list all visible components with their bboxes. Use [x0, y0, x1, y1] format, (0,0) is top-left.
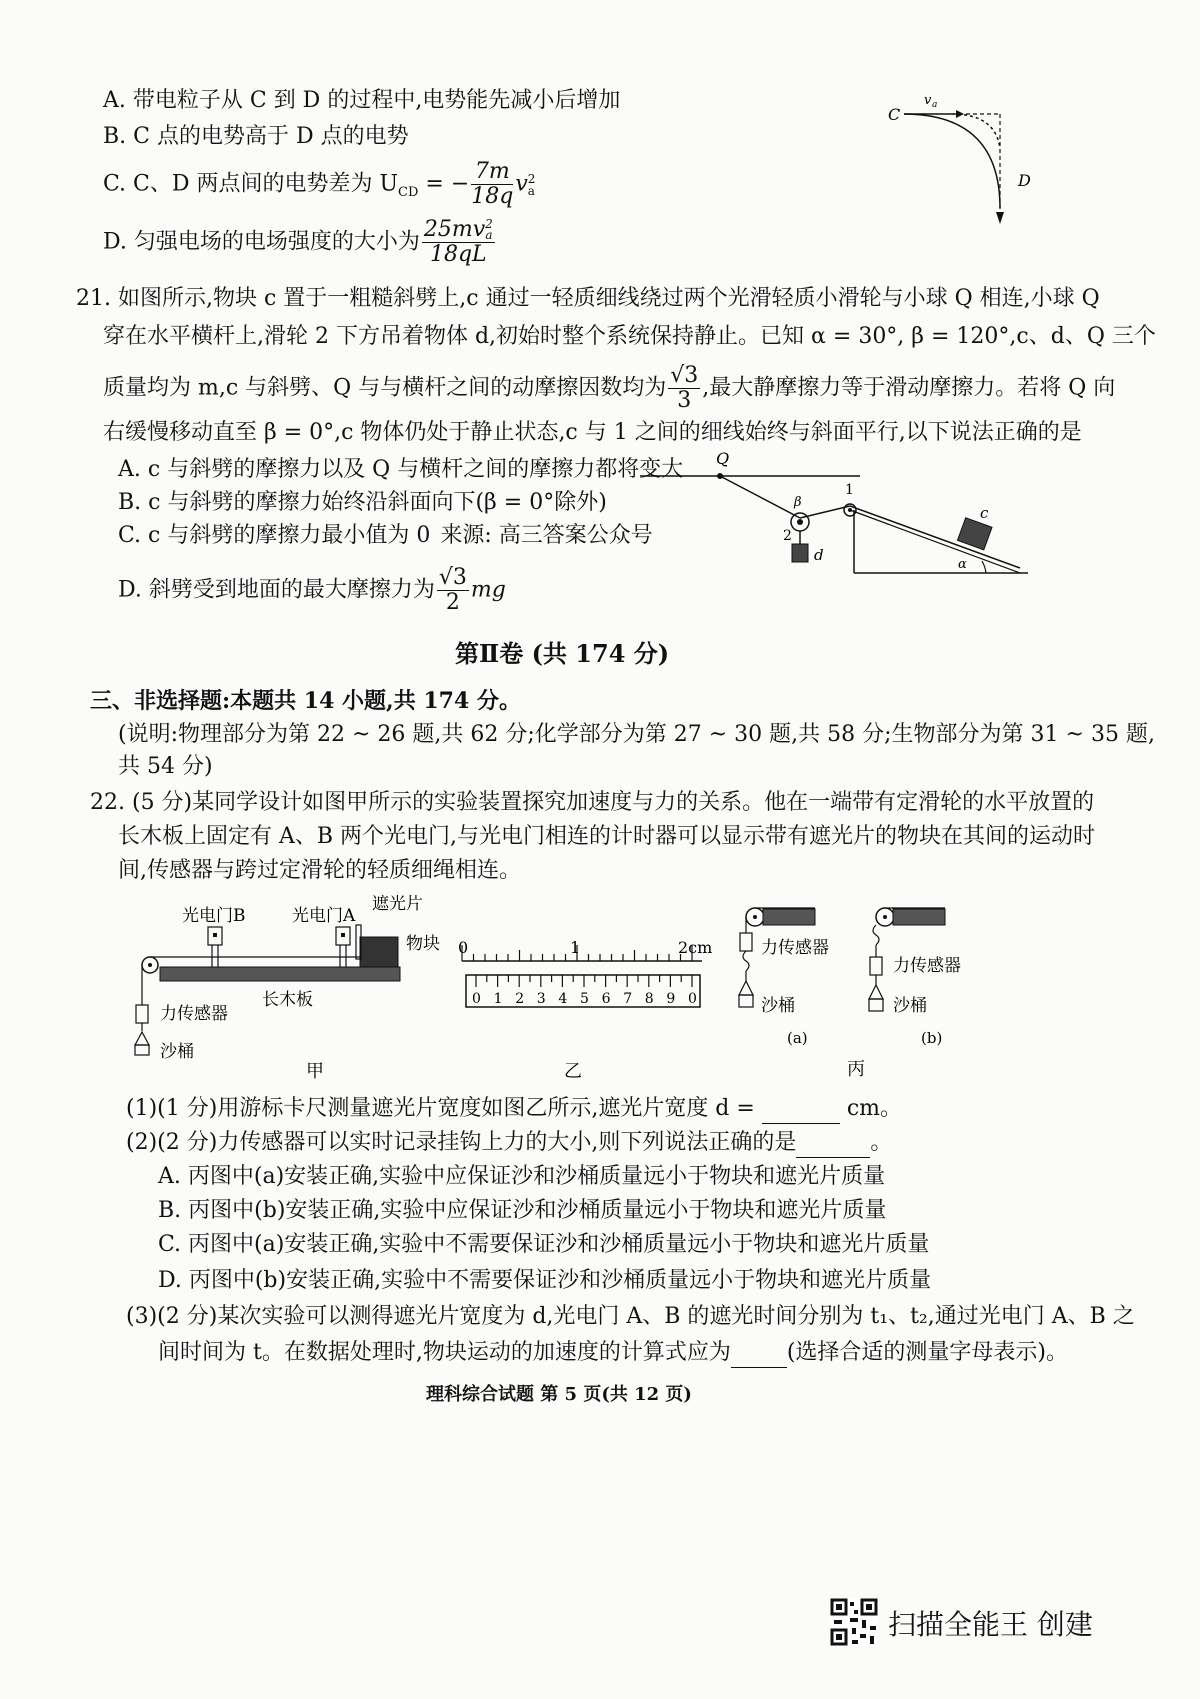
vernier-scale-label: 0 — [688, 991, 697, 1007]
q20-option-d-fraction: 25mv 2 a 18qL — [423, 217, 493, 267]
label-gate-a: 光电门A — [292, 906, 356, 926]
q21-line-1: 21. 如图所示,物块 c 置于一粗糙斜劈上,c 通过一轻质细线绕过两个光滑轻质小滑轮与小球 Q 相连,小球 Q — [76, 286, 1100, 311]
bing-b-bucket-label: 沙桶 — [893, 996, 927, 1016]
caption-jia: 甲 — [306, 1061, 324, 1082]
q20-label-c: C — [888, 105, 901, 124]
vernier-scale-label: 3 — [536, 991, 546, 1007]
label-shade: 遮光片 — [372, 895, 423, 914]
vernier-scale-label: 5 — [580, 991, 589, 1007]
q22-line-3: 间,传感器与跨过定滑轮的轻质细绳相连。 — [118, 858, 521, 883]
answer-blank-choice[interactable] — [796, 1157, 870, 1158]
q21-label-c: c — [980, 504, 989, 522]
vernier-scale-label: 9 — [666, 991, 676, 1007]
q22-part-2: (2)(2 分)力传感器可以实时记录挂钩上力的大小,则下列说法正确的是 。 — [126, 1128, 892, 1158]
q21-label-d: d — [814, 546, 824, 564]
label-board: 长木板 — [262, 990, 313, 1010]
vernier-scale-label: 1 — [493, 991, 503, 1007]
vernier-scale-label: 7 — [623, 991, 633, 1007]
q21-option-a: A. c 与斜劈的摩擦力以及 Q 与横杆之间的摩擦力都将变大 — [118, 457, 684, 482]
bing-a-sensor-label: 力传感器 — [761, 938, 829, 958]
vernier-scale-label: 6 — [601, 991, 611, 1007]
vernier-scale-label: 8 — [644, 991, 654, 1007]
q22-part-2-option-b: B. 丙图中(b)安装正确,实验中应保证沙和沙桶质量远小于物块和遮光片质量 — [158, 1198, 887, 1223]
q22-part-3-line-1: (3)(2 分)某次实验可以测得遮光片宽度为 d,光电门 A、B 的遮光时间分别为 t₁、t₂,通过光电门 A、B 之 — [126, 1304, 1135, 1329]
q22-part-1: (1)(1 分)用游标卡尺测量遮光片宽度如图乙所示,遮光片宽度 d = cm。 — [126, 1094, 902, 1124]
q21-line-2: 穿在水平横杆上,滑轮 2 下方吊着物体 d,初始时整个系统保持静止。已知 α = 30°, β = 120°,c、d、Q 三个 — [103, 324, 1156, 349]
svg-text:a: a — [932, 100, 938, 110]
page-footer: 理科综合试题 第 5 页(共 12 页) — [426, 1384, 692, 1405]
q20-option-d: D. 匀强电场的电场强度的大小为 25mv 2 a 18qL — [103, 217, 493, 267]
q21-line-4: 右缓慢移动直至 β = 0°,c 物体仍处于静止状态,c 与 1 之间的细线始终与斜面平行,以下说法正确的是 — [103, 420, 1082, 445]
q21-option-d-fraction: $\frac{√3}{2}$ — [438, 565, 467, 615]
q21-label-q: Q — [716, 449, 730, 468]
q20-trajectory-figure — [880, 88, 1040, 238]
bing-label-a: (a) — [787, 1029, 808, 1047]
q21-label-beta: β — [794, 495, 802, 510]
q21-label-2: 2 — [783, 528, 792, 544]
caption-yi: 乙 — [564, 1061, 582, 1082]
bing-b-sensor-label: 力传感器 — [893, 956, 961, 976]
main-label-2: 2cm — [678, 938, 713, 957]
q21-label-alpha: α — [958, 557, 967, 572]
label-block: 物块 — [406, 934, 440, 954]
q22-part-2-option-d: D. 丙图中(b)安装正确,实验中不需要保证沙和沙桶质量远小于物块和遮光片质量 — [158, 1268, 932, 1293]
label-bucket: 沙桶 — [160, 1042, 194, 1062]
q20-label-v: v — [924, 93, 932, 108]
q20-option-b: B. C 点的电势高于 D 点的电势 — [103, 124, 409, 149]
label-sensor: 力传感器 — [160, 1004, 228, 1024]
bing-label-b: (b) — [921, 1029, 943, 1047]
section-title: 第Ⅱ卷 (共 174 分) — [455, 639, 670, 668]
qr-code-icon — [830, 1598, 878, 1646]
q21-option-c: C. c 与斜劈的摩擦力最小值为 0 来源: 高三答案公众号 — [118, 523, 653, 548]
q22-figure-jia — [130, 895, 460, 1085]
q21-line-3: 质量均为 m,c 与斜劈、Q 与与横杆之间的动摩擦因数均为 $\frac{√3}{3}$ ,最大静摩擦力等于滑动摩擦力。若将 Q 向 — [103, 363, 1116, 413]
main-label-0: 0 — [458, 938, 469, 957]
q21-label-1: 1 — [845, 482, 854, 498]
source-watermark: 来源: 高三答案公众号 — [440, 523, 653, 548]
q22-part-2-option-a: A. 丙图中(a)安装正确,实验中应保证沙和沙桶质量远小于物块和遮光片质量 — [158, 1164, 886, 1189]
q20-option-a: A. 带电粒子从 C 到 D 的过程中,电势能先减小后增加 — [103, 88, 621, 113]
label-gate-b: 光电门B — [182, 906, 246, 926]
answer-blank-d[interactable] — [762, 1123, 840, 1124]
bing-a-bucket-label: 沙桶 — [761, 996, 795, 1016]
q22-part-2-option-c: C. 丙图中(a)安装正确,实验中不需要保证沙和沙桶质量远小于物块和遮光片质量 — [158, 1232, 930, 1257]
q22-line-1: 22. (5 分)某同学设计如图甲所示的实验装置探究加速度与力的关系。他在一端带有定滑轮的水平放置的 — [90, 790, 1095, 815]
q21-mu-fraction: $\frac{√3}{3}$ — [670, 363, 699, 413]
section-heading: 三、非选择题:本题共 14 小题,共 174 分。 — [90, 688, 521, 714]
q20-option-c-fraction: $\frac{7m}{18q}$ — [471, 159, 514, 209]
vernier-scale-label: 4 — [558, 991, 568, 1007]
q21-option-b: B. c 与斜劈的摩擦力始终沿斜面向下(β = 0°除外) — [118, 490, 607, 515]
q22-line-2: 长木板上固定有 A、B 两个光电门,与光电门相连的计时器可以显示带有遮光片的物块在其间的运动时 — [118, 824, 1096, 849]
q21-incline-figure — [640, 448, 1040, 588]
q22-figure-yi — [452, 925, 722, 1085]
section-note-1: (说明:物理部分为第 22 ~ 26 题,共 62 分;化学部分为第 27 ~ 30 题,共 58 分;生物部分为第 31 ~ 35 题, — [118, 722, 1155, 747]
vernier-scale-label: 2 — [515, 991, 525, 1007]
answer-blank-acceleration[interactable] — [731, 1367, 787, 1368]
caption-bing: 丙 — [847, 1059, 865, 1080]
scanner-watermark-text: 扫描全能王 创建 — [888, 1608, 1093, 1641]
main-label-1: 1 — [570, 938, 581, 957]
vernier-scale-label: 0 — [472, 991, 481, 1007]
section-note-2: 共 54 分) — [118, 754, 213, 779]
q22-part-3-line-2: 间时间为 t。在数据处理时,物块运动的加速度的计算式应为 (选择合适的测量字母表示)。 — [158, 1338, 1068, 1368]
q21-option-d: D. 斜劈受到地面的最大摩擦力为 $\frac{√3}{2}$ mg — [118, 565, 506, 615]
q20-option-c: C. C、D 两点间的电势差为 $U_{CD}$ = − $\frac{7m}{18q}$ v 2 a — [103, 159, 536, 209]
q20-label-d: D — [1018, 171, 1031, 190]
q22-figure-bing — [735, 905, 1005, 1085]
